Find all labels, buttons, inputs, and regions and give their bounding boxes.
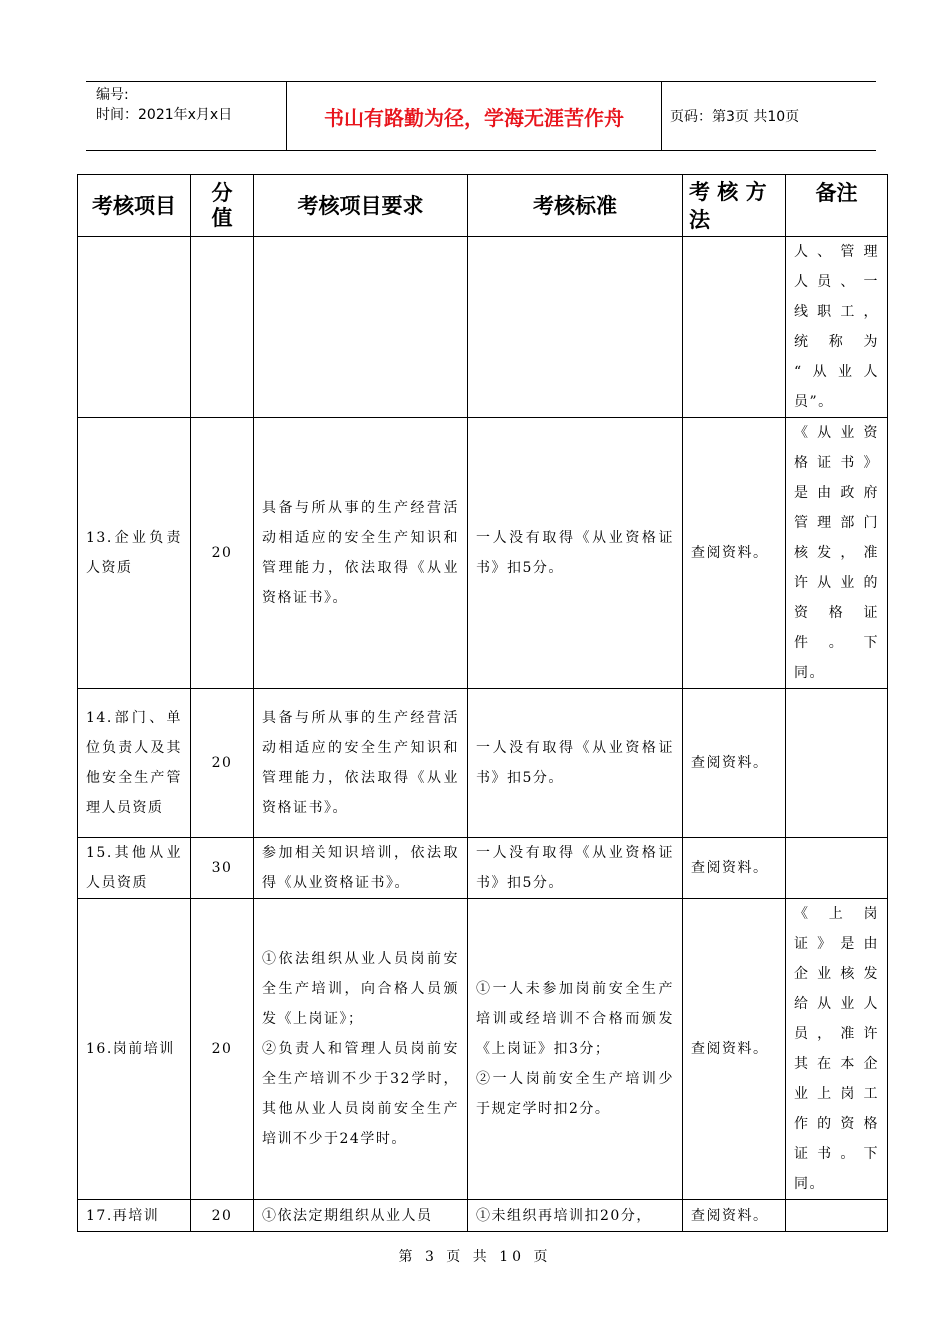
cell-notes <box>786 237 888 418</box>
table-row <box>78 418 888 689</box>
header-notes: 备注 <box>786 175 888 237</box>
cell-notes <box>786 418 888 689</box>
note-line: 证》是由 <box>794 936 879 952</box>
note-line: 是由政府 <box>794 485 879 501</box>
note-line: 证书。下 <box>794 1146 879 1162</box>
cell-item <box>78 237 191 418</box>
note-line: 核发，准 <box>794 545 879 561</box>
cell-notes <box>786 1200 888 1232</box>
note-line: 企业核发 <box>794 966 879 982</box>
cell-requirement <box>254 899 468 1200</box>
cell-item: 17.再培训 <box>78 1200 191 1232</box>
note-line: 同。 <box>794 1176 825 1192</box>
note-line: 其在本企 <box>794 1056 879 1072</box>
standard-point: ②一人岗前安全生产培训少于规定学时扣2分。 <box>476 1071 674 1117</box>
cell-notes <box>786 899 888 1200</box>
assessment-table <box>77 174 888 1232</box>
cell-standard: 一人没有取得《从业资格证书》扣5分。 <box>468 689 683 838</box>
cell-method: 查阅资料。 <box>683 1200 786 1232</box>
cell-score: 20 <box>191 418 254 689</box>
cell-standard: 一人没有取得《从业资格证书》扣5分。 <box>468 418 683 689</box>
table-row <box>78 899 888 1200</box>
requirement-point: ②负责人和管理人员岗前安全生产培训不少于32学时，其他从业人员岗前安全生产培训不少于24学时。 <box>262 1041 459 1147</box>
header-page-indicator: 页码：第3页 共10页 <box>670 109 800 125</box>
cell-item: 16.岗前培训 <box>78 899 191 1200</box>
cell-method <box>683 237 786 418</box>
cell-method: 查阅资料。 <box>683 418 786 689</box>
note-line: 《 上 岗 <box>794 906 879 922</box>
note-line: 员，准许 <box>794 1026 879 1042</box>
page-footer: 第 3 页 共 10 页 <box>398 1249 552 1265</box>
note-line: 《从业资 <box>794 425 879 441</box>
note-line: 业上岗工 <box>794 1086 879 1102</box>
requirement-point: ①依法组织从业人员岗前安全生产培训，向合格人员颁发《上岗证》； <box>262 951 459 1027</box>
note-line: 格证书》 <box>794 455 879 471</box>
header-meta <box>86 82 286 150</box>
note-line: “从业人 <box>794 364 879 380</box>
cell-score <box>191 237 254 418</box>
cell-standard: 一人没有取得《从业资格证书》扣5分。 <box>468 838 683 899</box>
note-line: 统称为 <box>794 334 879 350</box>
cell-requirement: 参加相关知识培训，依法取得《从业资格证书》。 <box>254 838 468 899</box>
cell-method: 查阅资料。 <box>683 899 786 1200</box>
header-method <box>683 175 786 237</box>
cell-score: 20 <box>191 1200 254 1232</box>
document-header <box>86 81 876 151</box>
note-line: 件。下 <box>794 635 879 651</box>
cell-score: 30 <box>191 838 254 899</box>
cell-standard: ①未组织再培训扣20分， <box>468 1200 683 1232</box>
header-requirement: 考核项目要求 <box>254 175 468 237</box>
header-method-line: 考 核 方 <box>689 179 767 204</box>
document-number: 编号: <box>96 87 129 103</box>
cell-item: 15.其他从业人员资质 <box>78 838 191 899</box>
cell-score: 20 <box>191 899 254 1200</box>
document-time: 时间：2021年x月x日 <box>96 107 233 123</box>
cell-requirement: ①依法定期组织从业人员 <box>254 1200 468 1232</box>
table-row <box>78 689 888 838</box>
note-line: 管理部门 <box>794 515 879 531</box>
note-line: 线职工， <box>794 304 879 320</box>
note-line: 作的资格 <box>794 1116 879 1132</box>
cell-score: 20 <box>191 689 254 838</box>
note-line: 员”。 <box>794 394 834 410</box>
header-score-line: 值 <box>211 205 233 230</box>
cell-standard <box>468 237 683 418</box>
cell-item: 14.部门、单位负责人及其他安全生产管理人员资质 <box>78 689 191 838</box>
note-line: 许从业的 <box>794 575 879 591</box>
header-standard: 考核标准 <box>468 175 683 237</box>
cell-standard <box>468 899 683 1200</box>
cell-requirement: 具备与所从事的生产经营活动相适应的安全生产知识和管理能力，依法取得《从业资格证书》。 <box>254 689 468 838</box>
table-header-row <box>78 175 888 237</box>
note-line: 资格证 <box>794 605 879 621</box>
note-line: 人员、一 <box>794 274 879 290</box>
standard-point: ①一人未参加岗前安全生产培训或经培训不合格而颁发《上岗证》扣3分； <box>476 981 674 1057</box>
cell-requirement: 具备与所从事的生产经营活动相适应的安全生产知识和管理能力，依法取得《从业资格证书》。 <box>254 418 468 689</box>
header-score-line: 分 <box>211 180 233 205</box>
header-method-line: 法 <box>689 207 710 232</box>
cell-method: 查阅资料。 <box>683 838 786 899</box>
header-item: 考核项目 <box>78 175 191 237</box>
note-line: 人、管理 <box>794 244 879 260</box>
table-row <box>78 1200 888 1232</box>
table-row <box>78 237 888 418</box>
note-line: 同。 <box>794 665 825 681</box>
cell-notes <box>786 838 888 899</box>
cell-requirement <box>254 237 468 418</box>
cell-method: 查阅资料。 <box>683 689 786 838</box>
cell-notes <box>786 689 888 838</box>
table-row <box>78 838 888 899</box>
cell-item: 13.企业负责人资质 <box>78 418 191 689</box>
header-score <box>191 175 254 237</box>
note-line: 给从业人 <box>794 996 879 1012</box>
header-motto: 书山有路勤为径，学海无涯苦作舟 <box>286 82 662 150</box>
